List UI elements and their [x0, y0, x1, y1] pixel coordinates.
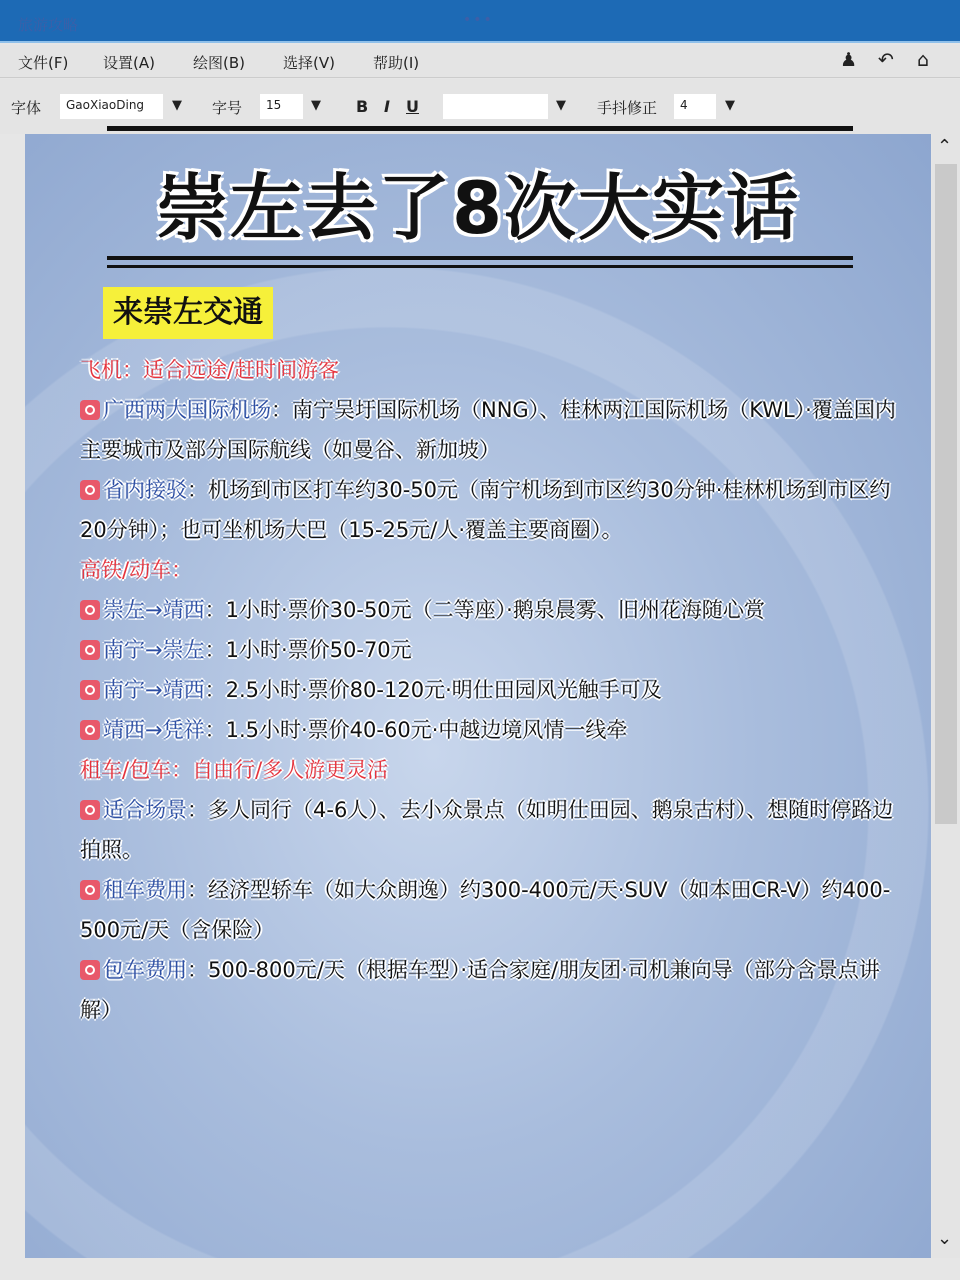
- list-item: [80, 710, 910, 750]
- article-body: [80, 350, 910, 1030]
- list-item: [80, 950, 910, 1030]
- size-select[interactable]: 15: [260, 94, 303, 119]
- scrollbar-thumb[interactable]: [935, 164, 957, 824]
- list-item: [80, 590, 910, 630]
- list-item: [80, 670, 910, 710]
- section-heading: 来崇左交通: [107, 291, 269, 335]
- item-key: 靖西→凭祥: [103, 718, 205, 742]
- bullet-icon: [80, 600, 100, 620]
- list-item: [80, 870, 910, 950]
- document-canvas[interactable]: [25, 134, 931, 1258]
- bullet-icon: [80, 720, 100, 740]
- menu-draw[interactable]: 绘图(B): [193, 54, 245, 72]
- menu-help[interactable]: 帮助(I): [373, 54, 420, 72]
- item-text: ：2.5小时·票价80-120元·明仕田园风光触手可及: [204, 678, 662, 702]
- item-key: 租车费用: [103, 878, 187, 902]
- user-icon[interactable]: ♟: [840, 49, 858, 71]
- chevron-down-icon[interactable]: ▼: [556, 98, 566, 113]
- font-label: 字体: [11, 99, 42, 117]
- chevron-down-icon[interactable]: ⌄: [937, 1228, 953, 1249]
- subsection-heading: 高铁/动车：: [80, 558, 193, 582]
- bullet-icon: [80, 680, 100, 700]
- item-key: 包车费用: [103, 958, 187, 982]
- chevron-down-icon[interactable]: ▼: [725, 98, 735, 113]
- more-icon[interactable]: •••: [463, 12, 494, 28]
- chevron-down-icon[interactable]: ▼: [172, 98, 182, 113]
- item-key: 南宁→崇左: [103, 638, 205, 662]
- bullet-icon: [80, 480, 100, 500]
- list-item: [80, 630, 910, 670]
- stabilizer-select[interactable]: 4: [674, 94, 716, 119]
- item-key: 省内接驳: [103, 478, 187, 502]
- menu-select[interactable]: 选择(V): [283, 54, 335, 72]
- window-title: 旅游攻略: [18, 16, 79, 34]
- underline-button[interactable]: U: [406, 97, 419, 116]
- chevron-up-icon[interactable]: ⌃: [937, 136, 953, 157]
- item-key: 崇左→靖西: [103, 598, 205, 622]
- stabilizer-label: 手抖修正: [597, 99, 658, 117]
- vertical-scrollbar[interactable]: [932, 134, 960, 1258]
- bullet-icon: [80, 400, 100, 420]
- bullet-icon: [80, 960, 100, 980]
- italic-button[interactable]: I: [384, 97, 390, 116]
- chevron-down-icon[interactable]: ▼: [311, 98, 321, 113]
- bullet-icon: [80, 880, 100, 900]
- subsection-heading: 飞机：适合远途/赶时间游客: [80, 358, 340, 382]
- menu-bar: [0, 45, 960, 78]
- menu-file[interactable]: 文件(F): [18, 54, 69, 72]
- size-label: 字号: [212, 99, 243, 117]
- item-text: ：500-800元/天（根据车型）·适合家庭/朋友团·司机兼向导（部分含景点讲解）: [80, 958, 880, 1022]
- menu-settings[interactable]: 设置(A): [103, 54, 155, 72]
- item-text: ：1小时·票价50-70元: [204, 638, 412, 662]
- item-key: 南宁→靖西: [103, 678, 205, 702]
- item-key: 适合场景: [103, 798, 187, 822]
- divider: [107, 265, 853, 268]
- item-text: ：1小时·票价30-50元（二等座）·鹅泉晨雾、旧州花海随心赏: [204, 598, 765, 622]
- item-text: ：机场到市区打车约30-50元（南宁机场到市区约30分钟·桂林机场到市区约20分钟）；也可坐机场大巴（15-25元/人·覆盖主要商圈）。: [80, 478, 891, 542]
- font-select[interactable]: GaoXiaoDing: [60, 94, 163, 119]
- bullet-icon: [80, 800, 100, 820]
- list-item: [80, 790, 910, 870]
- title-bar: [0, 0, 960, 43]
- page-title: 崇左去了8次大实话: [155, 166, 801, 250]
- item-key: 广西两大国际机场: [103, 398, 271, 422]
- item-text: ：1.5小时·票价40-60元·中越边境风情一线牵: [204, 718, 628, 742]
- color-select[interactable]: [443, 94, 548, 119]
- undo-icon[interactable]: ↶: [878, 49, 894, 71]
- subsection-heading: 租车/包车：自由行/多人游更灵活: [80, 758, 389, 782]
- item-text: ：多人同行（4-6人）、去小众景点（如明仕田园、鹅泉古村）、想随时停路边拍照。: [80, 798, 894, 862]
- item-text: ：经济型轿车（如大众朗逸）约300-400元/天·SUV（如本田CR-V）约400-500元/天（含保险）: [80, 878, 891, 942]
- bullet-icon: [80, 640, 100, 660]
- home-icon[interactable]: ⌂: [917, 49, 930, 71]
- divider: [107, 256, 853, 260]
- item-text: ：南宁吴圩国际机场（NNG）、桂林两江国际机场（KWL）·覆盖国内主要城市及部分国际航线（如曼谷、新加坡）: [80, 398, 896, 462]
- divider: [107, 126, 853, 131]
- list-item: [80, 470, 910, 550]
- list-item: [80, 390, 910, 470]
- bold-button[interactable]: B: [356, 97, 369, 116]
